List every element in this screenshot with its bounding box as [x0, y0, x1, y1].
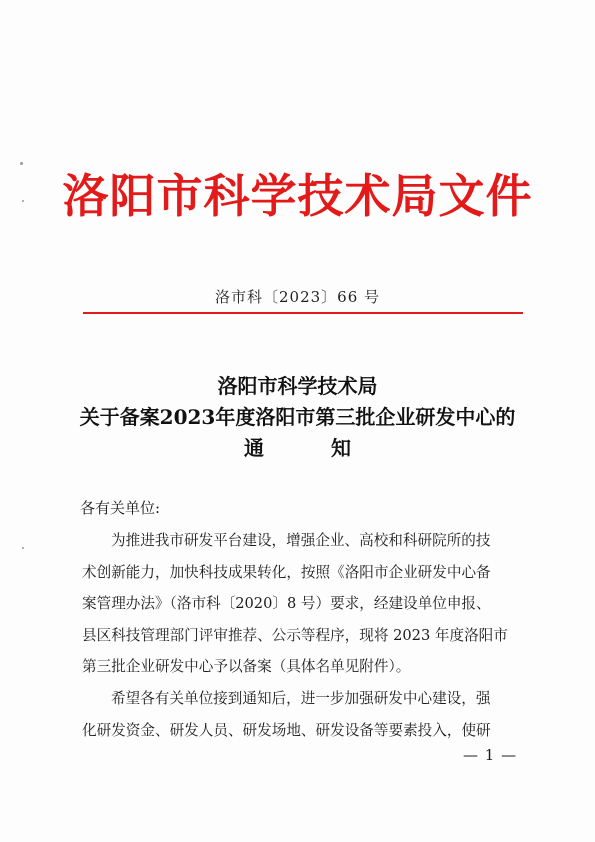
title-line-3: 通 知 [244, 436, 381, 460]
paragraph-1-line-4: 县区科技管理部门评审推荐、公示等程序，现将 2023 年度洛阳市 [82, 626, 508, 644]
title-line-1: 洛阳市科学技术局 [217, 374, 378, 398]
scan-speck [22, 547, 24, 549]
notice-title [0, 371, 595, 464]
paragraph-1-line-3: 案管理办法》（洛市科〔2020〕8 号）要求，经建设单位申报、 [82, 595, 491, 612]
paragraph-1 [82, 525, 526, 683]
page-number: — 1 — [463, 746, 518, 764]
paragraph-1-line-2: 术创新能力，加快科技成果转化，按照《洛阳市企业研发中心备 [82, 563, 491, 581]
paragraph-2-line-2: 化研发资金、研发人员、研发场地、研发设备等要素投入，使研 [82, 721, 491, 739]
red-divider-rule [83, 312, 523, 314]
issuer-title: 洛阳市科学技术局文件 [62, 169, 533, 223]
paragraph-1-line-5: 第三批企业研发中心予以备案（具体名单见附件）。 [82, 658, 411, 675]
salutation: 各有关单位: [80, 499, 161, 517]
title-line-2: 关于备案2023年度洛阳市第三批企业研发中心的 [79, 405, 516, 429]
paragraph-2-line-1: 希望各有关单位接到通知后，进一步加强研发中心建设，强 [111, 690, 491, 707]
document-number: 洛市科〔2023〕66 号 [214, 288, 381, 306]
paragraph-1-line-1: 为推进我市研发平台建设，增强企业、高校和科研院所的技 [111, 532, 491, 549]
paragraph-2 [82, 683, 526, 746]
